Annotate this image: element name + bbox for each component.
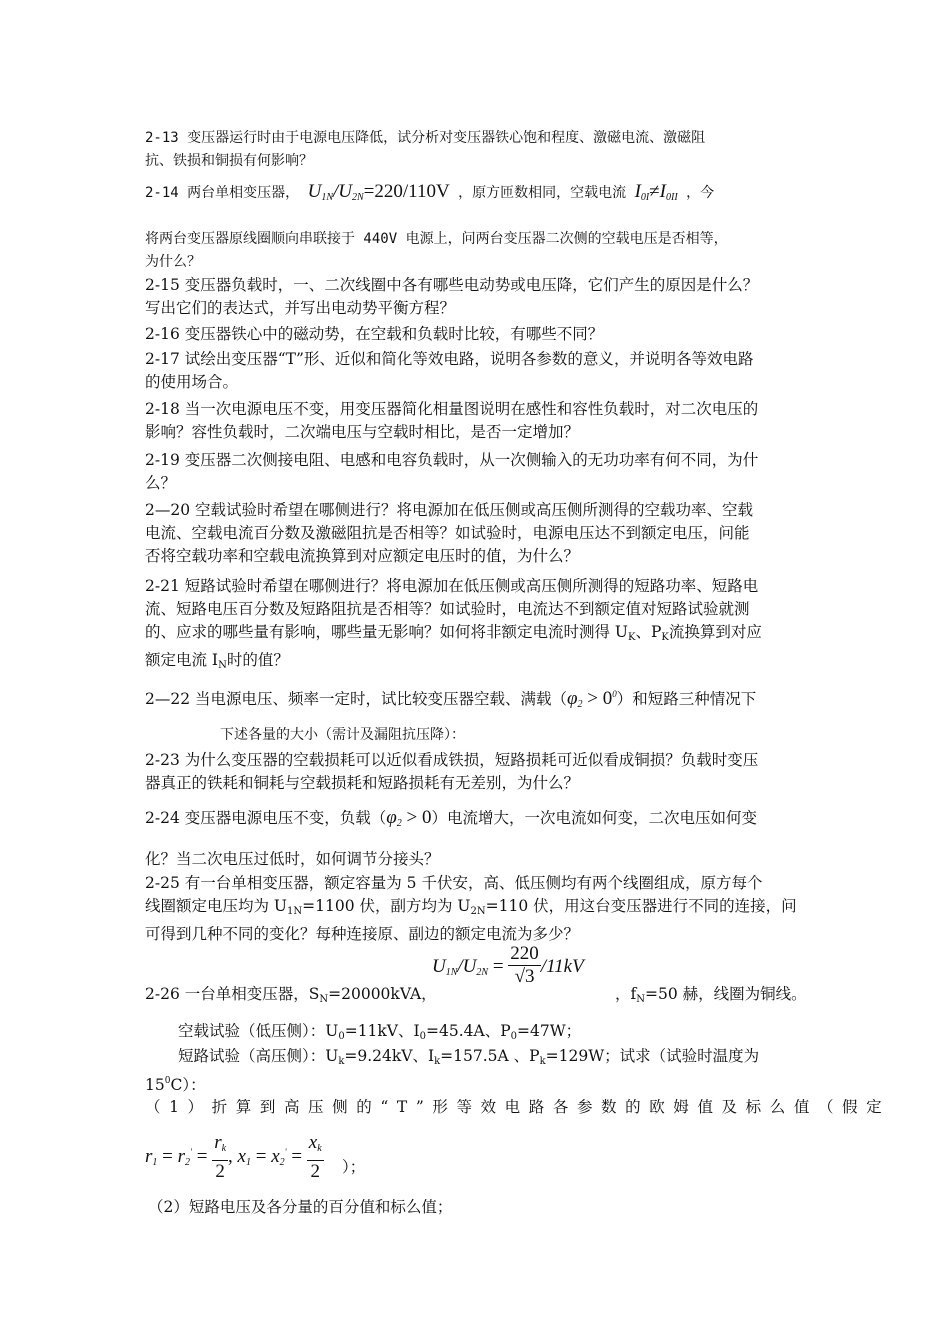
question-2-18: 2-18 当一次电源电压不变，用变压器简化相量图说明在感性和容性负载时，对二次电压的 影响？容性负载时，二次端电压与空载时相比，是否一定增加？	[145, 400, 759, 441]
voltage-ratio-formula: $U_{1N}/U_{2N}=220/110V$	[307, 181, 450, 203]
question-2-16: 2-16 变压器铁心中的磁动势，在空载和负载时比较，有哪些不同？	[145, 325, 604, 343]
question-2-13: 2-13 变压器运行时由于电源电压降低，试分析对变压器铁心饱和程度、激磁电流、激磁阻 抗、铁损和铜损有何影响？	[145, 130, 706, 169]
short-circuit-test-cont: $15^0C$）：	[145, 1076, 206, 1094]
question-2-20: 2—20 空载试验时希望在哪侧进行？将电源加在低压侧或高压侧所测得的空载功率、空载 电流、空载电流百分数及激磁阻抗是否相等？如试验时，电源电压达不到额定电压，问能 否将空载功率和空载电流换算到对应额定电压时的值，为什么？	[145, 501, 754, 565]
item-2: （2）短路电压及各分量的百分值和标么值；	[148, 1198, 453, 1216]
question-2-14-cont: 将两台变压器原线圈顺向串联接于 440V 电源上，问两台变压器二次侧的空载电压是否相等， 为什么？	[145, 231, 728, 270]
rated-voltage-formula: $U_{1N}/U_{2N}$ = $\frac{220}{√3}$ /11kV	[432, 943, 584, 987]
question-2-22-cont: 下述各量的大小（需计及漏阻抗压降）：	[220, 727, 465, 743]
question-2-15: 2-15 变压器负载时，一、二次线圈中各有哪些电动势或电压降，它们产生的原因是什么？ 写出它们的表达式，并写出电动势平衡方程？	[145, 276, 759, 317]
question-2-17: 2-17 试绘出变压器“T”形、近似和简化等效电路，说明各参数的意义，并说明各等效电路 的使用场合。	[145, 350, 754, 391]
question-2-14: 2-14 两台单相变压器， $U_{1N}/U_{2N}=220/110V$ ，原方匝数相同，空载电流 $I_{0I}\ne I_{0II}$ ，今	[145, 181, 715, 203]
question-2-26: 2-26 一台单相变压器，SN=20000kVA， $U_{1N}/U_{2N}$ = $\frac{220}{√3}$ /11kV ，fN=50 赫，线圈为铜线。	[145, 943, 807, 1005]
item-1-formula: $r_1 = r_2'$ = $\frac{r_k}{2}$ , $x_1 = x_2'$ = $\frac{x_k}{2}$ ）；	[145, 1132, 366, 1182]
phase-angle-formula: $\varphi_2 > 0^0$	[567, 688, 617, 710]
question-2-23: 2-23 为什么变压器的空载损耗可以近似看成铁损，短路损耗可近似看成铜损？负载时变压 器真正的铁耗和铜耗与空载损耗和短路损耗有无差别，为什么？	[145, 751, 759, 792]
item-1: （1）折算到高压侧的“T”形等效电路各参数的欧姆值及标么值（假定	[145, 1098, 891, 1116]
question-2-22: 2—22 当电源电压、频率一定时，试比较变压器空载、满载$(\varphi_2 > 0^0)$和短路三种情况下	[145, 688, 757, 710]
current-inequality-formula: $I_{0I}\ne I_{0II}$	[634, 181, 678, 203]
question-2-21: 2-21 短路试验时希望在哪侧进行？将电源加在低压侧或高压侧所测得的短路功率、短路电 流、短路电压百分数及短路阻抗是否相等？如试验时，电流达不到额定值对短路试验就测 的、应求的哪些量有影响，哪些量无影响？如何将非额定电流时测得 UK、PK流换算到对应 额定电流 IN时的值？	[145, 577, 762, 671]
resistance-reactance-formula: $r_1 = r_2'$ = $\frac{r_k}{2}$ , $x_1 = x_2'$ = $\frac{x_k}{2}$	[145, 1132, 322, 1182]
question-2-24: 2-24 变压器电源电压不变，负载$(\varphi_2 > 0)$电流增大，一次电流如何变，二次电压如何变	[145, 807, 758, 829]
no-load-test: 空载试验（低压侧）：U0=11kV、I0=45.4A、P0=47W；	[178, 1022, 582, 1042]
question-2-19: 2-19 变压器二次侧接电阻、电感和电容负载时，从一次侧输入的无功功率有何不同，为什 么？	[145, 451, 759, 492]
phase-angle-formula-2: $\varphi_2 > 0$	[386, 807, 432, 829]
question-2-25: 2-25 有一台单相变压器，额定容量为 5 千伏安，高、低压侧均有两个线圈组成，原方每个 线圈额定电压均为 U1N=1100 伏，副方均为 U2N=110 伏，用这台变压器进行不同的连接，问 可得到几种不同的变化？每种连接原、副边的额定电流为多少？	[145, 874, 797, 943]
question-2-24-cont: 化？当二次电压过低时，如何调节分接头？	[145, 850, 440, 868]
short-circuit-test: 短路试验（高压侧）：Uk=9.24kV、Ik=157.5A 、Pk=129W；试求（试验时温度为	[178, 1047, 760, 1067]
